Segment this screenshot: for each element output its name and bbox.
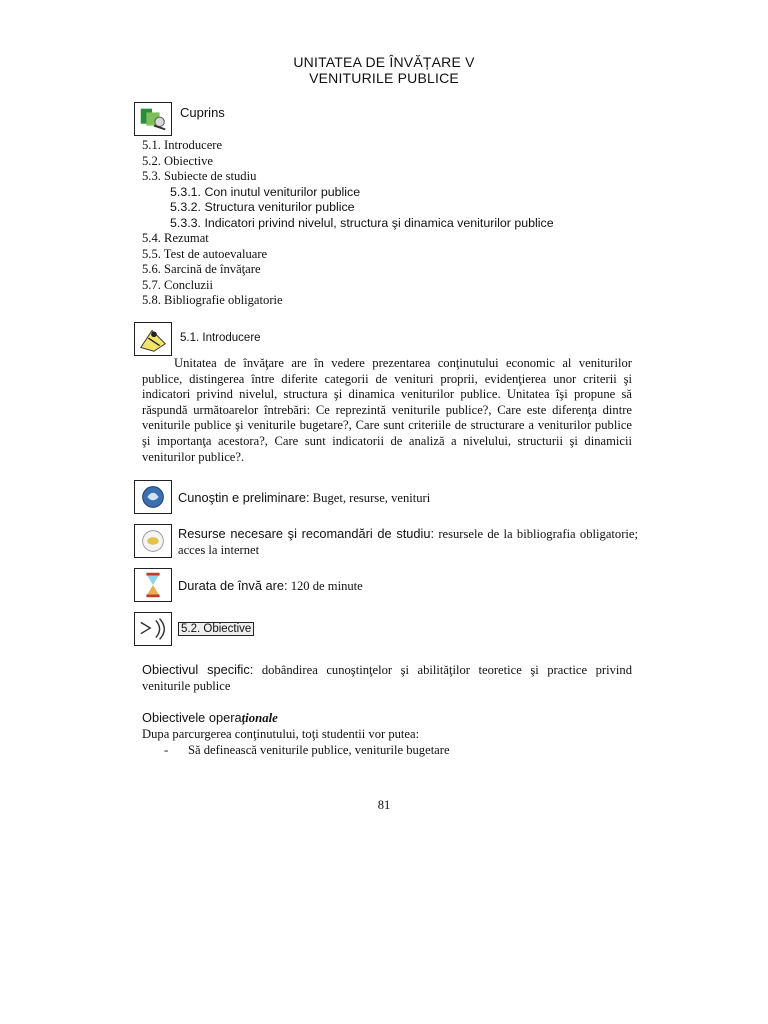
prerequisites-icon — [134, 480, 172, 514]
toc-item[interactable]: 5.3. Subiecte de studiu — [142, 169, 257, 183]
toc-subitem[interactable]: 5.3.1. Con inutul veniturilor publice — [170, 184, 361, 199]
duration-label: Durata de învă are: — [178, 578, 288, 593]
prerequisites — [178, 490, 638, 507]
resources-value: resursele de la bibliografia obligatorie; acces la internet — [178, 527, 638, 557]
table-of-contents — [142, 138, 554, 309]
toc-subitem[interactable]: 5.3.2. Structura veniturilor publice — [170, 200, 355, 214]
resources — [178, 526, 638, 558]
contents-icon — [134, 102, 172, 136]
specific-objective-label: Obiectivul specific: — [142, 662, 254, 677]
introduction-text: Unitatea de învăţare are în vedere prezentarea conţinutului economic al veniturilor publice, distingerea între diferite categorii de venituri proprii, evidenţierea unor criterii şi indicatori privind nivelul, structura şi dinamica veniturilor publice. Unitatea îşi propune să răspundă următoarelor întrebări: Ce reprezintă veniturile publice?, Care este diferenţa dintre veniturile publice şi veniturile bugetare?, Care sunt criteriile de structurare a veniturilor publice şi importanţa acestora?, Care sunt indicatorii de analiză a nivelului, structurii şi dinamicii veniturilor publice?. — [142, 356, 632, 464]
duration — [178, 578, 638, 595]
page-number: 81 — [377, 798, 391, 812]
operational-intro: Dupa parcurgerea conţinutului, toţi studentii vor putea: — [142, 727, 420, 741]
prerequisites-value: Buget, resurse, venituri — [309, 491, 431, 505]
objectives-icon — [134, 612, 172, 646]
duration-value: 120 de minute — [287, 579, 363, 593]
toc-item[interactable]: 5.1. Introducere — [142, 138, 223, 152]
objectives-heading-text: 5.2. Obiective — [178, 622, 254, 636]
operational-objectives-heading — [142, 710, 278, 726]
hourglass-icon — [134, 568, 172, 602]
page-title-line2: VENITURILE PUBLICE — [309, 70, 459, 86]
toc-item[interactable]: 5.6. Sarcină de învăţare — [142, 262, 261, 276]
operational-label: Obiectivele opera — [142, 710, 242, 725]
introduction-paragraph — [142, 356, 632, 465]
objectives-heading — [178, 623, 254, 635]
toc-item[interactable]: 5.4. Rezumat — [142, 231, 209, 245]
toc-item[interactable]: 5.5. Test de autoevaluare — [142, 246, 268, 261]
bullet-text: Să definească veniturile publice, veniturile bugetare — [188, 743, 450, 757]
toc-item[interactable]: 5.8. Bibliografie obligatorie — [142, 293, 283, 307]
introduction-icon — [134, 322, 172, 356]
contents-heading: Cuprins — [180, 105, 225, 120]
specific-objective-value: dobândirea cunoştinţelor şi abilităţilor teoretice şi practice privind veniturile publice — [142, 663, 632, 693]
resources-label: Resurse necesare şi recomandări de studiu: — [178, 526, 435, 541]
list-item: - Să definească veniturile publice, veniturile bugetare — [164, 743, 450, 757]
prerequisites-label: Cunoştin e preliminare: — [178, 490, 310, 505]
page-title-line1: UNITATEA DE ÎNVĂȚARE V — [293, 54, 475, 70]
introduction-heading: 5.1. Introducere — [180, 332, 261, 344]
toc-subitem[interactable]: 5.3.3. Indicatori privind nivelul, structura şi dinamica veniturilor publice — [170, 215, 554, 230]
resources-icon — [134, 524, 172, 558]
specific-objective — [142, 662, 632, 694]
toc-item[interactable]: 5.7. Concluzii — [142, 277, 214, 292]
operational-label-end: ţionale — [241, 711, 278, 725]
toc-item[interactable]: 5.2. Obiective — [142, 153, 213, 168]
